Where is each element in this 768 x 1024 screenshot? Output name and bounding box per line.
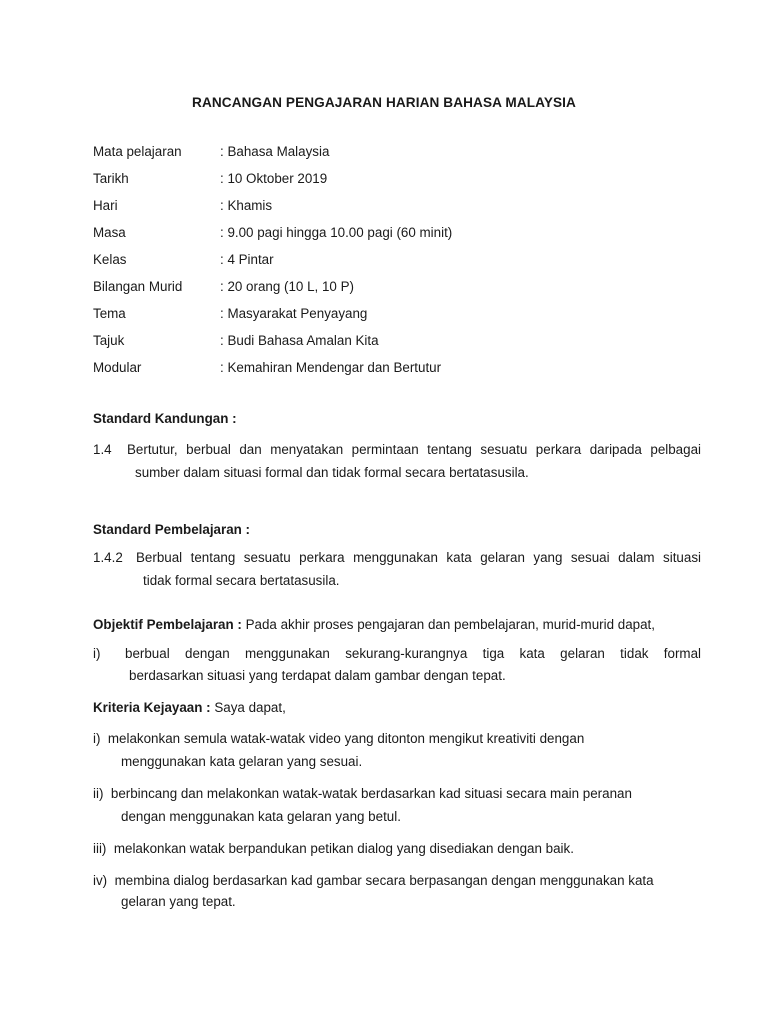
- info-value: : 20 orang (10 L, 10 P): [220, 279, 354, 294]
- kriteria-item-number: ii): [93, 786, 104, 801]
- info-label: Bilangan Murid: [93, 279, 183, 294]
- info-value: : Masyarakat Penyayang: [220, 306, 368, 321]
- kriteria-item-4-line1: [93, 873, 654, 888]
- objektif-item-line2: berdasarkan situasi yang terdapat dalam gambar dengan tepat.: [129, 668, 506, 683]
- standard-pembelajaran-text-line2: tidak formal secara bertatasusila.: [143, 573, 340, 588]
- objektif-line: [93, 617, 655, 632]
- document-title: RANCANGAN PENGAJARAN HARIAN BAHASA MALAYSIA: [192, 95, 576, 110]
- info-value: : 10 Oktober 2019: [220, 171, 328, 186]
- standard-pembelajaran-number: 1.4.2: [93, 550, 123, 565]
- info-value: : Bahasa Malaysia: [220, 144, 330, 159]
- kriteria-item-text: melakonkan watak berpandukan petikan dialog yang disediakan dengan baik.: [113, 841, 574, 856]
- kriteria-item-number: i): [93, 731, 101, 746]
- kriteria-item-text: berbincang dan melakonkan watak-watak berdasarkan kad situasi secara main peranan: [110, 786, 632, 801]
- objektif-item-number: i): [93, 646, 101, 661]
- info-value: : 9.00 pagi hingga 10.00 pagi (60 minit): [220, 225, 453, 240]
- info-label: Modular: [93, 360, 142, 375]
- kriteria-item-2-line1: [93, 786, 632, 801]
- info-value: : Khamis: [220, 198, 273, 213]
- standard-kandungan-text-line1: Bertutur, berbual dan menyatakan permintaan tentang sesuatu perkara daripada pelbagai: [127, 442, 701, 457]
- kriteria-item-number: iii): [93, 841, 107, 856]
- kriteria-item-4-line2: gelaran yang tepat.: [121, 894, 236, 909]
- info-label: Kelas: [93, 252, 127, 267]
- objektif-item-line1: berbual dengan menggunakan sekurang-kurangnya tiga kata gelaran tidak formal: [125, 646, 701, 661]
- info-value: : 4 Pintar: [220, 252, 274, 267]
- info-value: : Budi Bahasa Amalan Kita: [220, 333, 379, 348]
- kriteria-item-number: iv): [93, 873, 108, 888]
- standard-kandungan-heading: Standard Kandungan :: [93, 411, 237, 426]
- standard-kandungan-number: 1.4: [93, 442, 112, 457]
- info-label: Hari: [93, 198, 118, 213]
- objektif-heading: Objektif Pembelajaran :: [93, 617, 242, 632]
- kriteria-item-1-line2: menggunakan kata gelaran yang sesuai.: [121, 754, 363, 769]
- standard-kandungan-text-line2: sumber dalam situasi formal dan tidak formal secara bertatasusila.: [135, 465, 529, 480]
- info-label: Tajuk: [93, 333, 125, 348]
- standard-pembelajaran-heading: Standard Pembelajaran :: [93, 522, 251, 537]
- info-label: Tarikh: [93, 171, 129, 186]
- kriteria-heading: Kriteria Kejayaan :: [93, 700, 211, 715]
- kriteria-item-3-line1: [93, 841, 574, 856]
- kriteria-item-text: membina dialog berdasarkan kad gambar secara berpasangan dengan menggunakan kata: [114, 873, 654, 888]
- kriteria-item-text: melakonkan semula watak-watak video yang ditonton mengikut kreativiti dengan: [107, 731, 585, 746]
- kriteria-item-2-line2: dengan menggunakan kata gelaran yang betul.: [121, 809, 401, 824]
- info-value: : Kemahiran Mendengar dan Bertutur: [220, 360, 442, 375]
- objektif-intro: Pada akhir proses pengajaran dan pembelajaran, murid-murid dapat,: [245, 617, 655, 632]
- info-label: Masa: [93, 225, 126, 240]
- info-label: Mata pelajaran: [93, 144, 182, 159]
- standard-pembelajaran-text-line1: Berbual tentang sesuatu perkara menggunakan kata gelaran yang sesuai dalam situasi: [136, 550, 701, 565]
- kriteria-line: [93, 700, 286, 715]
- kriteria-item-1-line1: [93, 731, 584, 746]
- info-label: Tema: [93, 306, 126, 321]
- kriteria-intro: Saya dapat,: [214, 700, 286, 715]
